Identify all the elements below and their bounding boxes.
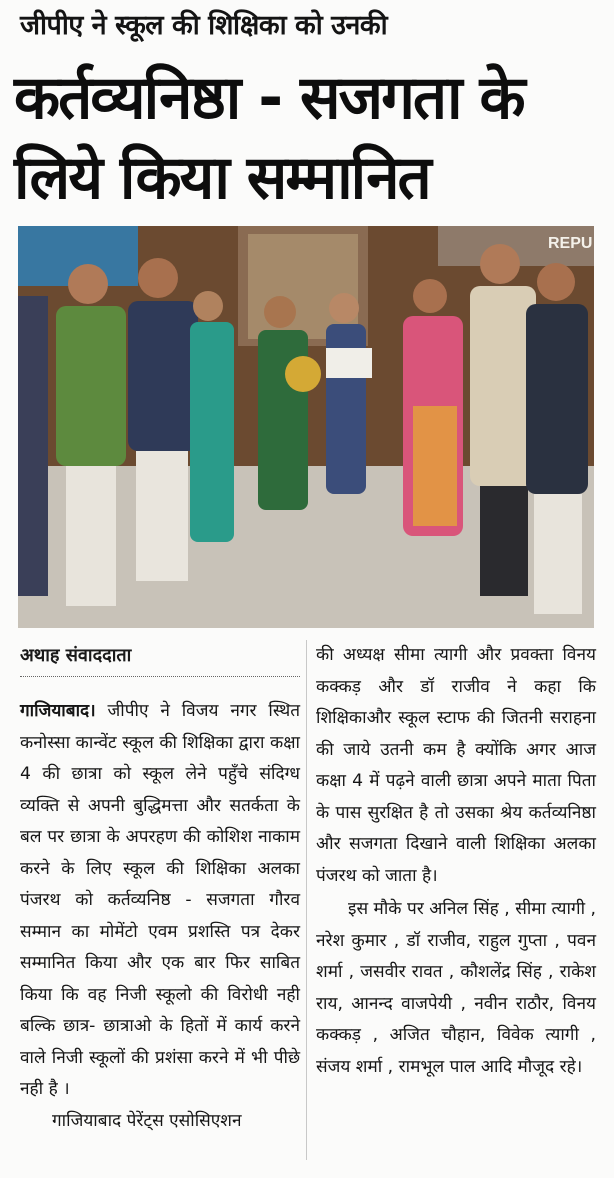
award-ceremony-photo bbox=[18, 226, 594, 628]
column-divider bbox=[306, 640, 307, 1160]
banner-text: REPU bbox=[548, 235, 593, 252]
dateline: गाजियाबाद। bbox=[20, 701, 96, 721]
article-column-1 bbox=[20, 696, 300, 1137]
headline-line-2: लिये किया सम्मानित bbox=[14, 143, 430, 213]
column-2-paragraph-1: की अध्यक्ष सीमा त्यागी और प्रवक्ता विनय कक्कड़ और डॉ राजीव ने कहा कि शिक्षिकाऔर स्कूल स्टाफ की जितनी सराहना की जाये उतनी कम है क्योंकि अगर आज कक्षा 4 में पढ़ने वाली छात्रा अपने माता पिता के पास सुरक्षित है तो उसका श्रेय कर्तव्यनिष्ठा और सजगता दिखाने वाली शिक्षिका अलका पंजरथ को जाता है। bbox=[316, 645, 596, 886]
event-photo bbox=[18, 226, 594, 628]
column-1-paragraph bbox=[20, 696, 300, 1106]
article-column-2 bbox=[316, 640, 596, 1083]
headline-kicker: जीपीए ने स्कूल की शिक्षिका को उनकी bbox=[20, 10, 388, 41]
column-1-tail: गाजियाबाद पेरेंट्स एसोसिएशन bbox=[52, 1110, 242, 1131]
column-1-body: जीपीए ने विजय नगर स्थित कनोस्सा कान्वेंट स्कूल की शिक्षिका द्वारा कक्षा 4 की छात्रा को स्कूल लेने पहुँचे संदिग्ध व्यक्ति से अपनी बुद्धिमत्ता और सतर्कता के बल पर छात्रा के अपरहण की कोशिश नाकाम करने के लिए स्कूल की शिक्षिका अलका पंजरथ को कर्तव्यनिष्ठ - सजगता गौरव सम्मान का मोमेंटो एवम प्रशस्ति पत्र देकर सम्मानित किया और एक बार फिर साबित किया कि वह निजी स्कूलो की विरोधी नही बल्कि छात्र- छात्राओ के हितों में कार्य करने वाले निजी स्कूलों की प्रशंसा करने में भी पीछे नही है । bbox=[20, 701, 300, 1099]
byline: अथाह संवाददाता bbox=[20, 642, 300, 677]
headline bbox=[14, 58, 604, 218]
column-2-paragraph-2: इस मौके पर अनिल सिंह , सीमा त्यागी , नरेश कुमार , डॉ राजीव, राहुल गुप्ता , पवन शर्मा , जसवीर रावत , कौशलेंद्र सिंह , राकेश राय, आनन्द वाजपेयी , नवीन राठौर, विनय कक्कड़ , अजित चौहान, विवेक त्यागी , संजय शर्मा , रामभूल पाल आदि मौजूद रहे। bbox=[316, 899, 596, 1077]
headline-line-1: कर्तव्यनिष्ठा - सजगता के bbox=[14, 63, 524, 133]
